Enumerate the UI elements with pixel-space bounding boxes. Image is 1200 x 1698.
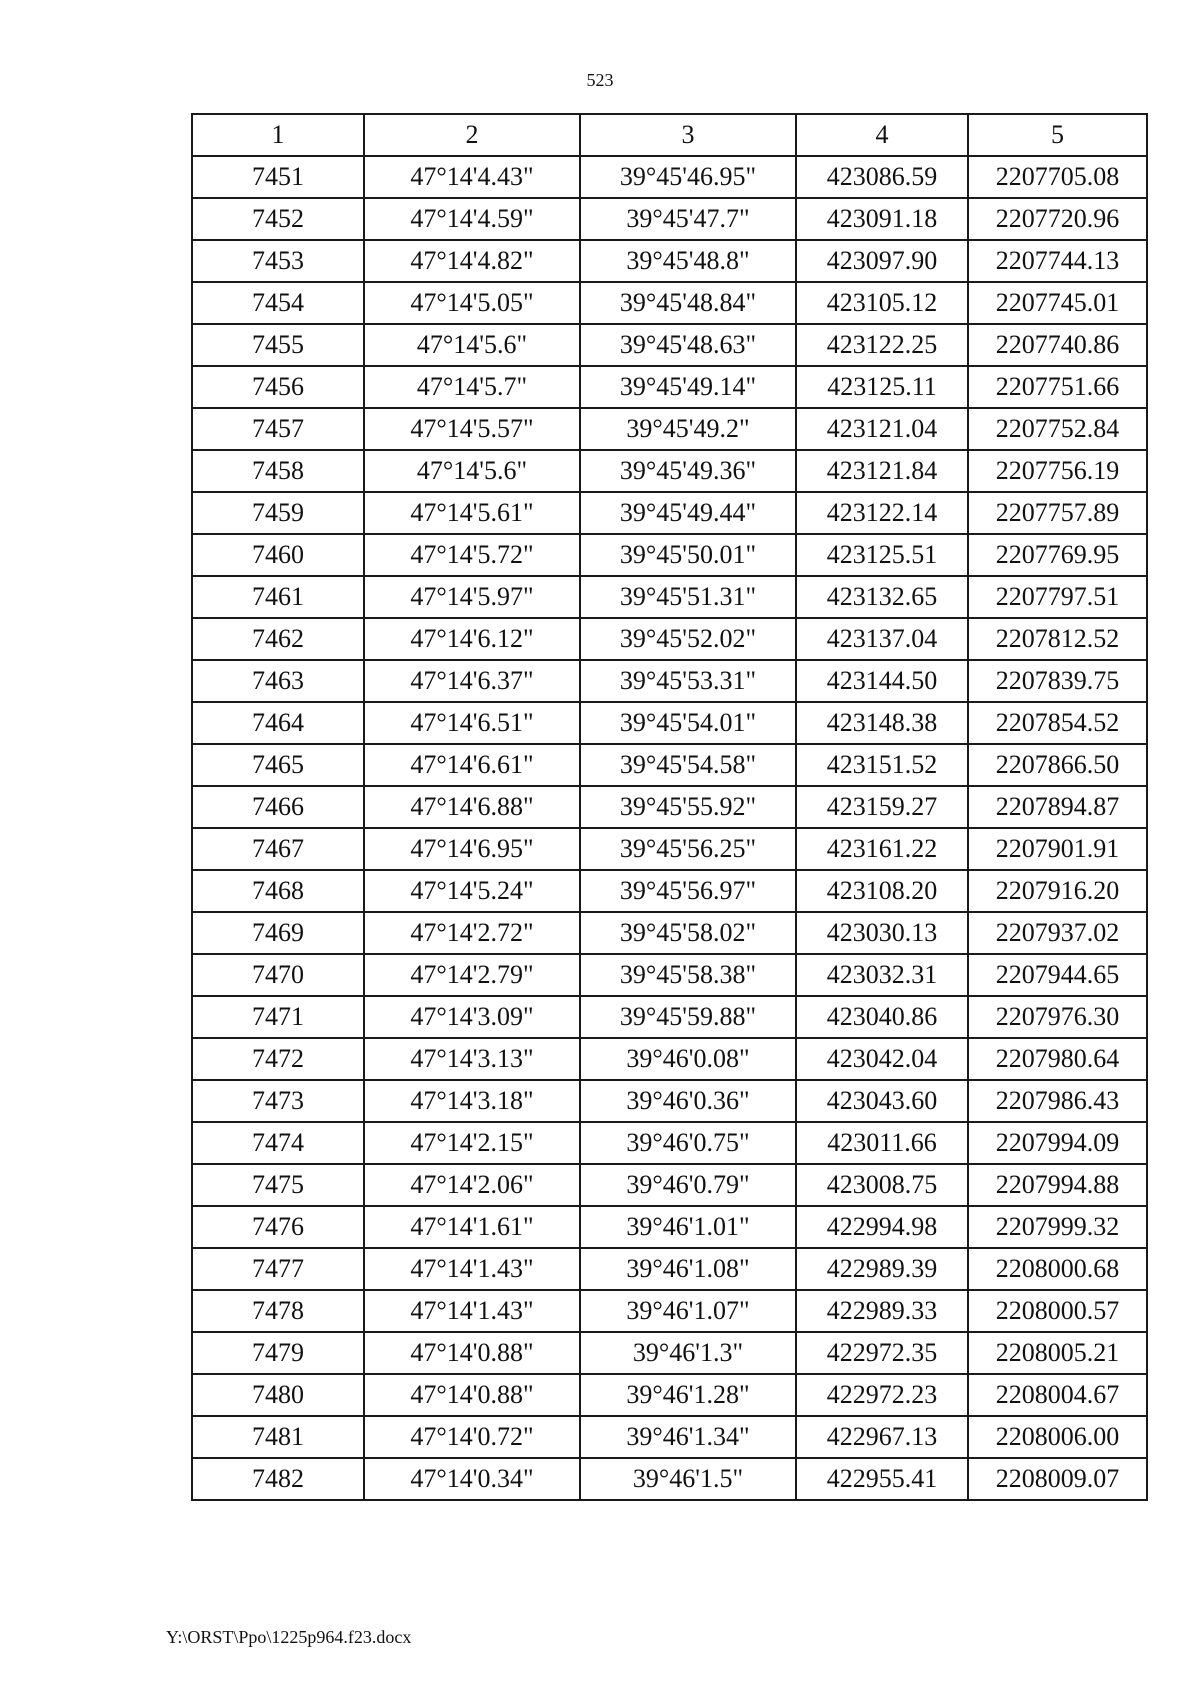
cell-longitude: 39°45'49.14": [580, 366, 796, 408]
cell-y-coordinate: 2207866.50: [968, 744, 1147, 786]
cell-x-coordinate: 423042.04: [796, 1038, 968, 1080]
cell-y-coordinate: 2207839.75: [968, 660, 1147, 702]
cell-point-number: 7461: [192, 576, 364, 618]
header-row: [192, 114, 1147, 156]
table-row: [192, 576, 1147, 618]
table-row: [192, 198, 1147, 240]
table-row: [192, 240, 1147, 282]
cell-y-coordinate: 2207994.88: [968, 1164, 1147, 1206]
cell-latitude: 47°14'0.72": [364, 1416, 580, 1458]
cell-point-number: 7482: [192, 1458, 364, 1500]
cell-latitude: 47°14'5.61": [364, 492, 580, 534]
cell-longitude: 39°45'48.84": [580, 282, 796, 324]
cell-y-coordinate: 2208005.21: [968, 1332, 1147, 1374]
cell-longitude: 39°45'51.31": [580, 576, 796, 618]
table-row: [192, 954, 1147, 996]
cell-latitude: 47°14'1.61": [364, 1206, 580, 1248]
table-row: [192, 1290, 1147, 1332]
cell-latitude: 47°14'6.88": [364, 786, 580, 828]
cell-point-number: 7458: [192, 450, 364, 492]
cell-x-coordinate: 422989.33: [796, 1290, 968, 1332]
cell-latitude: 47°14'6.37": [364, 660, 580, 702]
table-row: [192, 408, 1147, 450]
cell-longitude: 39°46'1.28": [580, 1374, 796, 1416]
cell-longitude: 39°45'55.92": [580, 786, 796, 828]
cell-latitude: 47°14'3.13": [364, 1038, 580, 1080]
cell-latitude: 47°14'1.43": [364, 1248, 580, 1290]
cell-longitude: 39°45'53.31": [580, 660, 796, 702]
cell-longitude: 39°45'59.88": [580, 996, 796, 1038]
cell-point-number: 7475: [192, 1164, 364, 1206]
table-row: [192, 1458, 1147, 1500]
cell-x-coordinate: 422967.13: [796, 1416, 968, 1458]
cell-longitude: 39°45'48.8": [580, 240, 796, 282]
header-cell-2: 2: [364, 114, 580, 156]
page-number: 523: [586, 70, 614, 90]
table-row: [192, 1122, 1147, 1164]
table-row: [192, 450, 1147, 492]
table-row: [192, 492, 1147, 534]
cell-x-coordinate: 423030.13: [796, 912, 968, 954]
cell-latitude: 47°14'2.06": [364, 1164, 580, 1206]
cell-latitude: 47°14'6.61": [364, 744, 580, 786]
cell-x-coordinate: 423159.27: [796, 786, 968, 828]
table-row: [192, 1080, 1147, 1122]
header-cell-3: 3: [580, 114, 796, 156]
cell-latitude: 47°14'0.88": [364, 1332, 580, 1374]
cell-latitude: 47°14'5.6": [364, 450, 580, 492]
cell-x-coordinate: 423122.14: [796, 492, 968, 534]
cell-y-coordinate: 2207812.52: [968, 618, 1147, 660]
cell-point-number: 7453: [192, 240, 364, 282]
cell-longitude: 39°45'52.02": [580, 618, 796, 660]
cell-latitude: 47°14'3.09": [364, 996, 580, 1038]
cell-x-coordinate: 423148.38: [796, 702, 968, 744]
cell-y-coordinate: 2207980.64: [968, 1038, 1147, 1080]
cell-point-number: 7451: [192, 156, 364, 198]
cell-longitude: 39°46'0.75": [580, 1122, 796, 1164]
table-row: [192, 324, 1147, 366]
cell-point-number: 7477: [192, 1248, 364, 1290]
cell-point-number: 7460: [192, 534, 364, 576]
cell-point-number: 7455: [192, 324, 364, 366]
table-row: [192, 1248, 1147, 1290]
cell-x-coordinate: 423122.25: [796, 324, 968, 366]
header-cell-5: 5: [968, 114, 1147, 156]
table-row: [192, 366, 1147, 408]
header-cell-1: 1: [192, 114, 364, 156]
cell-y-coordinate: 2207999.32: [968, 1206, 1147, 1248]
cell-x-coordinate: 423105.12: [796, 282, 968, 324]
cell-x-coordinate: 423151.52: [796, 744, 968, 786]
cell-y-coordinate: 2207797.51: [968, 576, 1147, 618]
cell-y-coordinate: 2208006.00: [968, 1416, 1147, 1458]
cell-y-coordinate: 2208004.67: [968, 1374, 1147, 1416]
cell-y-coordinate: 2208009.07: [968, 1458, 1147, 1500]
cell-x-coordinate: 423144.50: [796, 660, 968, 702]
cell-point-number: 7457: [192, 408, 364, 450]
cell-y-coordinate: 2207994.09: [968, 1122, 1147, 1164]
cell-y-coordinate: 2208000.68: [968, 1248, 1147, 1290]
cell-point-number: 7471: [192, 996, 364, 1038]
cell-point-number: 7466: [192, 786, 364, 828]
cell-x-coordinate: 423121.84: [796, 450, 968, 492]
cell-x-coordinate: 423011.66: [796, 1122, 968, 1164]
cell-point-number: 7454: [192, 282, 364, 324]
cell-latitude: 47°14'5.6": [364, 324, 580, 366]
cell-x-coordinate: 422994.98: [796, 1206, 968, 1248]
cell-point-number: 7467: [192, 828, 364, 870]
cell-longitude: 39°45'48.63": [580, 324, 796, 366]
table-row: [192, 618, 1147, 660]
cell-y-coordinate: 2207986.43: [968, 1080, 1147, 1122]
cell-longitude: 39°45'50.01": [580, 534, 796, 576]
footer-file-path: Y:\ORST\Ppo\1225p964.f23.docx: [166, 1627, 412, 1647]
cell-y-coordinate: 2207745.01: [968, 282, 1147, 324]
table-row: [192, 828, 1147, 870]
table-row: [192, 534, 1147, 576]
cell-y-coordinate: 2207894.87: [968, 786, 1147, 828]
cell-longitude: 39°45'58.02": [580, 912, 796, 954]
cell-y-coordinate: 2207720.96: [968, 198, 1147, 240]
table-header: [192, 114, 1147, 156]
cell-y-coordinate: 2207769.95: [968, 534, 1147, 576]
cell-point-number: 7479: [192, 1332, 364, 1374]
cell-longitude: 39°45'47.7": [580, 198, 796, 240]
cell-latitude: 47°14'0.34": [364, 1458, 580, 1500]
table-row: [192, 282, 1147, 324]
cell-longitude: 39°46'1.5": [580, 1458, 796, 1500]
cell-longitude: 39°46'0.08": [580, 1038, 796, 1080]
cell-latitude: 47°14'4.43": [364, 156, 580, 198]
cell-longitude: 39°46'1.01": [580, 1206, 796, 1248]
cell-latitude: 47°14'2.79": [364, 954, 580, 996]
cell-y-coordinate: 2207751.66: [968, 366, 1147, 408]
table-row: [192, 156, 1147, 198]
cell-x-coordinate: 423008.75: [796, 1164, 968, 1206]
cell-longitude: 39°46'1.07": [580, 1290, 796, 1332]
cell-point-number: 7468: [192, 870, 364, 912]
cell-longitude: 39°46'1.3": [580, 1332, 796, 1374]
table-row: [192, 702, 1147, 744]
cell-point-number: 7464: [192, 702, 364, 744]
cell-y-coordinate: 2207740.86: [968, 324, 1147, 366]
cell-x-coordinate: 423086.59: [796, 156, 968, 198]
cell-point-number: 7478: [192, 1290, 364, 1332]
cell-y-coordinate: 2207854.52: [968, 702, 1147, 744]
cell-x-coordinate: 423097.90: [796, 240, 968, 282]
cell-point-number: 7456: [192, 366, 364, 408]
cell-point-number: 7469: [192, 912, 364, 954]
cell-x-coordinate: 423043.60: [796, 1080, 968, 1122]
cell-x-coordinate: 423161.22: [796, 828, 968, 870]
table-row: [192, 1206, 1147, 1248]
cell-latitude: 47°14'0.88": [364, 1374, 580, 1416]
cell-point-number: 7472: [192, 1038, 364, 1080]
table-row: [192, 1038, 1147, 1080]
table-row: [192, 1332, 1147, 1374]
cell-longitude: 39°46'0.36": [580, 1080, 796, 1122]
cell-longitude: 39°46'1.08": [580, 1248, 796, 1290]
cell-latitude: 47°14'3.18": [364, 1080, 580, 1122]
cell-longitude: 39°45'54.58": [580, 744, 796, 786]
table-row: [192, 786, 1147, 828]
cell-point-number: 7476: [192, 1206, 364, 1248]
table-row: [192, 912, 1147, 954]
cell-point-number: 7474: [192, 1122, 364, 1164]
cell-longitude: 39°45'49.2": [580, 408, 796, 450]
cell-y-coordinate: 2208000.57: [968, 1290, 1147, 1332]
cell-x-coordinate: 423032.31: [796, 954, 968, 996]
cell-x-coordinate: 423137.04: [796, 618, 968, 660]
cell-y-coordinate: 2207757.89: [968, 492, 1147, 534]
cell-x-coordinate: 423132.65: [796, 576, 968, 618]
cell-longitude: 39°46'0.79": [580, 1164, 796, 1206]
cell-longitude: 39°45'49.36": [580, 450, 796, 492]
cell-point-number: 7470: [192, 954, 364, 996]
table-row: [192, 744, 1147, 786]
cell-longitude: 39°45'49.44": [580, 492, 796, 534]
cell-longitude: 39°45'54.01": [580, 702, 796, 744]
cell-point-number: 7480: [192, 1374, 364, 1416]
cell-x-coordinate: 422955.41: [796, 1458, 968, 1500]
cell-x-coordinate: 422989.39: [796, 1248, 968, 1290]
cell-point-number: 7481: [192, 1416, 364, 1458]
cell-latitude: 47°14'2.15": [364, 1122, 580, 1164]
cell-longitude: 39°45'56.97": [580, 870, 796, 912]
cell-latitude: 47°14'5.7": [364, 366, 580, 408]
cell-latitude: 47°14'1.43": [364, 1290, 580, 1332]
cell-point-number: 7459: [192, 492, 364, 534]
cell-longitude: 39°45'58.38": [580, 954, 796, 996]
cell-y-coordinate: 2207705.08: [968, 156, 1147, 198]
cell-y-coordinate: 2207901.91: [968, 828, 1147, 870]
cell-y-coordinate: 2207744.13: [968, 240, 1147, 282]
cell-y-coordinate: 2207916.20: [968, 870, 1147, 912]
cell-x-coordinate: 423091.18: [796, 198, 968, 240]
cell-latitude: 47°14'5.57": [364, 408, 580, 450]
cell-latitude: 47°14'2.72": [364, 912, 580, 954]
cell-x-coordinate: 423040.86: [796, 996, 968, 1038]
cell-latitude: 47°14'5.72": [364, 534, 580, 576]
cell-x-coordinate: 423125.51: [796, 534, 968, 576]
table-row: [192, 1416, 1147, 1458]
cell-point-number: 7452: [192, 198, 364, 240]
cell-y-coordinate: 2207756.19: [968, 450, 1147, 492]
table-row: [192, 1374, 1147, 1416]
coordinates-table: [191, 113, 1148, 1501]
cell-longitude: 39°46'1.34": [580, 1416, 796, 1458]
cell-y-coordinate: 2207752.84: [968, 408, 1147, 450]
cell-point-number: 7473: [192, 1080, 364, 1122]
cell-y-coordinate: 2207937.02: [968, 912, 1147, 954]
cell-latitude: 47°14'6.51": [364, 702, 580, 744]
cell-y-coordinate: 2207944.65: [968, 954, 1147, 996]
cell-longitude: 39°45'46.95": [580, 156, 796, 198]
cell-latitude: 47°14'4.59": [364, 198, 580, 240]
cell-latitude: 47°14'5.24": [364, 870, 580, 912]
table-row: [192, 870, 1147, 912]
cell-longitude: 39°45'56.25": [580, 828, 796, 870]
cell-latitude: 47°14'5.05": [364, 282, 580, 324]
cell-point-number: 7465: [192, 744, 364, 786]
cell-point-number: 7462: [192, 618, 364, 660]
cell-y-coordinate: 2207976.30: [968, 996, 1147, 1038]
cell-latitude: 47°14'4.82": [364, 240, 580, 282]
cell-point-number: 7463: [192, 660, 364, 702]
table-body: [192, 156, 1147, 1500]
cell-latitude: 47°14'6.95": [364, 828, 580, 870]
header-cell-4: 4: [796, 114, 968, 156]
cell-latitude: 47°14'5.97": [364, 576, 580, 618]
cell-x-coordinate: 423108.20: [796, 870, 968, 912]
cell-latitude: 47°14'6.12": [364, 618, 580, 660]
table-row: [192, 660, 1147, 702]
table-row: [192, 1164, 1147, 1206]
cell-x-coordinate: 422972.35: [796, 1332, 968, 1374]
cell-x-coordinate: 422972.23: [796, 1374, 968, 1416]
cell-x-coordinate: 423121.04: [796, 408, 968, 450]
table-row: [192, 996, 1147, 1038]
cell-x-coordinate: 423125.11: [796, 366, 968, 408]
